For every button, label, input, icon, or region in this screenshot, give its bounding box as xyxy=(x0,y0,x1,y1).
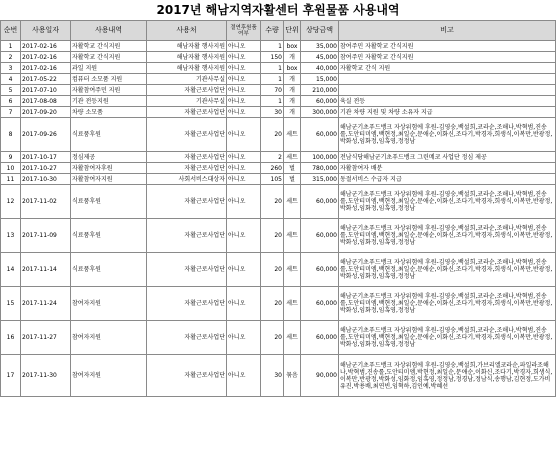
col-header-amount: 상당금액 xyxy=(301,21,339,41)
cell-note xyxy=(339,107,556,118)
cell-link: 아니오 xyxy=(227,321,261,355)
table-row xyxy=(1,163,556,174)
table-row xyxy=(1,219,556,253)
cell-no: 8 xyxy=(1,118,21,152)
cell-place: 자활근로사업단 xyxy=(147,107,227,118)
cell-content: 참여자지원 xyxy=(71,355,147,397)
cell-date: 2017-08-08 xyxy=(21,96,71,107)
cell-unit: 세트 xyxy=(284,118,301,152)
cell-date: 2017-02-16 xyxy=(21,63,71,74)
table-row xyxy=(1,355,556,397)
table-row xyxy=(1,85,556,96)
note-text: 전남식당해남군기초푸드뱅크 그린메코 사업단 정심 제공 xyxy=(340,153,487,161)
cell-link: 아니오 xyxy=(227,118,261,152)
cell-link: 아니오 xyxy=(227,152,261,163)
cell-amount: 60,000 xyxy=(301,96,339,107)
cell-unit: 개 xyxy=(284,52,301,63)
table-row xyxy=(1,287,556,321)
cell-no: 2 xyxy=(1,52,21,63)
col-header-place: 사용처 xyxy=(147,21,227,41)
col-header-unit: 단위 xyxy=(284,21,301,41)
table-row xyxy=(1,118,556,152)
note-text: 해남군기초푸드뱅크 자상위험에 후원-김영숭,백설희,코라순,조해나,박혁범,진송롤,도안티미엠,백현정,최일순,문애순,이화신,조다기,박경자,희생식,이복만,반광정,박화성,임화정,임혹영,정정남 xyxy=(340,191,553,212)
cell-amount: 300,000 xyxy=(301,107,339,118)
cell-note xyxy=(339,163,556,174)
cell-note xyxy=(339,63,556,74)
cell-link: 아니오 xyxy=(227,287,261,321)
cell-qty: 1 xyxy=(261,63,284,74)
cell-content: 자활참여주민 지원 xyxy=(71,85,147,96)
cell-qty: 2 xyxy=(261,152,284,163)
table-row xyxy=(1,174,556,185)
cell-place: 사회서비스대상자 xyxy=(147,174,227,185)
note-text: 해남군기초푸드뱅크 자상위험에 후원-김영숭,백설희,코라순,조해나,박혁범,진송롤,도안티미엠,백현정,최일순,문애순,이화신,조다기,박경자,희생식,이복만,반광정,박화성,임화정,임혹영,정정남 xyxy=(340,293,553,314)
cell-amount: 60,000 xyxy=(301,321,339,355)
cell-date: 2017-11-27 xyxy=(21,321,71,355)
cell-qty: 30 xyxy=(261,107,284,118)
cell-content: 자활참여자지원 xyxy=(71,174,147,185)
cell-qty: 1 xyxy=(261,74,284,85)
note-text: 참여주민 자활학교 간식지원 xyxy=(340,42,414,50)
cell-link: 아니오 xyxy=(227,85,261,96)
cell-date: 2017-10-17 xyxy=(21,152,71,163)
cell-unit: 세트 xyxy=(284,287,301,321)
note-text: 해남군기초푸드뱅크 자상위험에 후원-김영숭,백설희,가브리엘코라순,파일라조해나,박혁범,진송롤,도안티미엠,박현정,최일순,문애순,이화신,조다기,박경자,희생식,이복만,반광정,박화성,임화정,임혹영,정정남,정경남,정남식,송행남,김현정,도가비유진,박용배,최연빈,임혁하,김인예,박혜선 xyxy=(340,361,553,390)
cell-place: 해남자활 행사지원 xyxy=(147,52,227,63)
cell-unit: 개 xyxy=(284,107,301,118)
table-row xyxy=(1,63,556,74)
cell-amount: 100,000 xyxy=(301,152,339,163)
cell-date: 2017-09-20 xyxy=(21,107,71,118)
table-row xyxy=(1,52,556,63)
cell-note xyxy=(339,219,556,253)
cell-link: 아니오 xyxy=(227,41,261,52)
cell-qty: 260 xyxy=(261,163,284,174)
cell-note xyxy=(339,152,556,163)
cell-link: 아니오 xyxy=(227,174,261,185)
cell-link: 아니오 xyxy=(227,74,261,85)
cell-link: 아니오 xyxy=(227,163,261,174)
cell-link: 아니오 xyxy=(227,52,261,63)
cell-amount: 15,000 xyxy=(301,74,339,85)
note-text: 기관 차량 지원 및 차량 소유자 지급 xyxy=(340,108,433,116)
cell-qty: 70 xyxy=(261,85,284,96)
table-row xyxy=(1,253,556,287)
cell-place: 자활근로사업단 xyxy=(147,85,227,96)
cell-amount: 60,000 xyxy=(301,118,339,152)
cell-date: 2017-11-30 xyxy=(21,355,71,397)
note-text: 해남군기초푸드뱅크 자상위험에 후원-김영숭,백설희,코라순,조해나,박혁범,진송롤,도안티미엠,백현정,최일순,문애순,이화신,조다기,박경자,희생식,이복만,반광정,박화성,임화정,임혹영,정정남 xyxy=(340,225,553,246)
cell-unit: 개 xyxy=(284,85,301,96)
col-header-note: 비고 xyxy=(339,21,556,41)
cell-no: 15 xyxy=(1,287,21,321)
cell-content: 정심제공 xyxy=(71,152,147,163)
cell-no: 12 xyxy=(1,185,21,219)
cell-content: 참여자지원 xyxy=(71,321,147,355)
cell-no: 9 xyxy=(1,152,21,163)
cell-unit: 벌 xyxy=(284,163,301,174)
cell-content: 식료품후원 xyxy=(71,219,147,253)
cell-amount: 780,000 xyxy=(301,163,339,174)
cell-place: 기관사무실 xyxy=(147,74,227,85)
cell-amount: 35,000 xyxy=(301,41,339,52)
cell-no: 16 xyxy=(1,321,21,355)
note-text: 해남군기초푸드뱅크 자상위험에 후원-김영숭,백설희,코라순,조해나,박혁범,진송롤,도안티미엠,백현정,최일순,문애순,이화신,조다기,박경자,희생식,이복만,반광정,박화성,임화정,임혹영,정정남 xyxy=(340,327,553,348)
cell-no: 11 xyxy=(1,174,21,185)
cell-place: 기관사무실 xyxy=(147,96,227,107)
cell-link: 아니오 xyxy=(227,96,261,107)
cell-content: 참여자지원 xyxy=(71,287,147,321)
cell-date: 2017-09-26 xyxy=(21,118,71,152)
cell-note xyxy=(339,287,556,321)
cell-note xyxy=(339,96,556,107)
cell-date: 2017-11-02 xyxy=(21,185,71,219)
cell-note xyxy=(339,185,556,219)
cell-qty: 20 xyxy=(261,287,284,321)
cell-qty: 20 xyxy=(261,219,284,253)
cell-unit: 개 xyxy=(284,74,301,85)
cell-place: 자활근로사업단 xyxy=(147,321,227,355)
cell-unit: box xyxy=(284,41,301,52)
page-title: 2017년 해남지역자활센터 후원물품 사용내역 xyxy=(156,3,400,17)
cell-link: 아니오 xyxy=(227,107,261,118)
table-row xyxy=(1,96,556,107)
cell-unit: 세트 xyxy=(284,253,301,287)
cell-note xyxy=(339,355,556,397)
cell-qty: 20 xyxy=(261,321,284,355)
cell-qty: 20 xyxy=(261,253,284,287)
cell-place: 자활근로사업단 xyxy=(147,118,227,152)
cell-no: 17 xyxy=(1,355,21,397)
col-header-content: 사용내역 xyxy=(71,21,147,41)
cell-no: 6 xyxy=(1,96,21,107)
cell-date: 2017-11-14 xyxy=(21,253,71,287)
header-row xyxy=(1,21,556,41)
cell-no: 1 xyxy=(1,41,21,52)
cell-no: 10 xyxy=(1,163,21,174)
note-text: 육실 전등 xyxy=(340,97,366,105)
cell-unit: 세트 xyxy=(284,219,301,253)
usage-table xyxy=(0,20,556,397)
cell-place: 해남자활 행사지원 xyxy=(147,41,227,52)
cell-link: 아니오 xyxy=(227,185,261,219)
cell-place: 자활근로사업단 xyxy=(147,287,227,321)
cell-qty: 30 xyxy=(261,355,284,397)
cell-qty: 1 xyxy=(261,96,284,107)
cell-link: 아니오 xyxy=(227,355,261,397)
cell-note xyxy=(339,74,556,85)
note-text: 자활학교 간식 지원 xyxy=(340,64,391,72)
cell-no: 5 xyxy=(1,85,21,96)
cell-note xyxy=(339,52,556,63)
cell-place: 자활근로사업단 xyxy=(147,253,227,287)
table-row xyxy=(1,107,556,118)
cell-place: 자활근로사업단 xyxy=(147,219,227,253)
cell-note xyxy=(339,118,556,152)
cell-qty: 105 xyxy=(261,174,284,185)
table-row xyxy=(1,152,556,163)
cell-content: 자활학교 간식지원 xyxy=(71,52,147,63)
cell-content: 컴퓨터 소모품 지원 xyxy=(71,74,147,85)
cell-place: 자활근로사업단 xyxy=(147,185,227,219)
cell-amount: 60,000 xyxy=(301,219,339,253)
cell-content: 과일 지원 xyxy=(71,63,147,74)
col-header-no: 순번 xyxy=(1,21,21,41)
cell-link: 아니오 xyxy=(227,219,261,253)
table-row xyxy=(1,185,556,219)
cell-place: 자활근로사업단 xyxy=(147,355,227,397)
cell-date: 2017-02-16 xyxy=(21,41,71,52)
cell-no: 13 xyxy=(1,219,21,253)
cell-note xyxy=(339,321,556,355)
col-header-link: 결연후원품 여부 xyxy=(227,21,261,41)
cell-qty: 20 xyxy=(261,118,284,152)
cell-link: 아니오 xyxy=(227,63,261,74)
cell-amount: 315,000 xyxy=(301,174,339,185)
cell-note xyxy=(339,174,556,185)
cell-unit: 묶음 xyxy=(284,355,301,397)
cell-qty: 150 xyxy=(261,52,284,63)
cell-unit: 세트 xyxy=(284,185,301,219)
cell-date: 2017-10-30 xyxy=(21,174,71,185)
cell-content: 자활참여자후원 xyxy=(71,163,147,174)
cell-amount: 90,000 xyxy=(301,355,339,397)
cell-note xyxy=(339,41,556,52)
cell-unit: 개 xyxy=(284,96,301,107)
cell-no: 3 xyxy=(1,63,21,74)
note-text: 해남군기초푸드뱅크 자상위험에 후원-김영숭,백설희,코라순,조해나,박혁범,진송롤,도안티미엠,백현정,최일순,문애순,이화신,조다기,박경자,희생식,이복만,반광정,박화성,임화정,임혹영,정정남 xyxy=(340,259,553,280)
cell-content: 식료품후원 xyxy=(71,253,147,287)
cell-date: 2017-10-27 xyxy=(21,163,71,174)
note-text: 자활참여자 배분 xyxy=(340,164,383,172)
cell-amount: 60,000 xyxy=(301,253,339,287)
cell-unit: box xyxy=(284,63,301,74)
cell-no: 7 xyxy=(1,107,21,118)
cell-place: 해남자활 행사지원 xyxy=(147,63,227,74)
cell-link: 아니오 xyxy=(227,253,261,287)
cell-content: 차량 소모품 xyxy=(71,107,147,118)
cell-amount: 210,000 xyxy=(301,85,339,96)
cell-qty: 1 xyxy=(261,41,284,52)
note-text: 동절서비스 수급자 지급 xyxy=(340,175,402,183)
cell-date: 2017-05-22 xyxy=(21,74,71,85)
cell-date: 2017-07-10 xyxy=(21,85,71,96)
cell-unit: 벌 xyxy=(284,174,301,185)
cell-qty: 20 xyxy=(261,185,284,219)
cell-date: 2017-02-16 xyxy=(21,52,71,63)
cell-amount: 60,000 xyxy=(301,287,339,321)
cell-content: 식료품후원 xyxy=(71,118,147,152)
cell-content: 식료품후원 xyxy=(71,185,147,219)
col-header-qty: 수량 xyxy=(261,21,284,41)
cell-no: 4 xyxy=(1,74,21,85)
table-row xyxy=(1,321,556,355)
cell-unit: 세트 xyxy=(284,152,301,163)
cell-date: 2017-11-24 xyxy=(21,287,71,321)
cell-note xyxy=(339,253,556,287)
col-header-date: 사용일자 xyxy=(21,21,71,41)
cell-amount: 60,000 xyxy=(301,185,339,219)
cell-date: 2017-11-09 xyxy=(21,219,71,253)
cell-note xyxy=(339,85,556,96)
note-text: 해남군기초푸드뱅크 자상위험에 후원-김영숭,백설희,코라순,조해나,박혁범,진송롤,도안티미엠,백현정,최일순,문애순,이화신,조다기,박경자,희생식,이복만,반광정,박화성,임화정,임혹영,정정남 xyxy=(340,124,553,145)
cell-content: 기관 전등지원 xyxy=(71,96,147,107)
cell-no: 14 xyxy=(1,253,21,287)
cell-unit: 세트 xyxy=(284,321,301,355)
cell-place: 자활근로사업단 xyxy=(147,152,227,163)
cell-amount: 45,000 xyxy=(301,52,339,63)
table-row xyxy=(1,41,556,52)
cell-content: 자활학교 간식지원 xyxy=(71,41,147,52)
note-text: 참여주민 자활학교 간식지원 xyxy=(340,53,414,61)
cell-amount: 40,000 xyxy=(301,63,339,74)
table-row xyxy=(1,74,556,85)
cell-place: 자활근로사업단 xyxy=(147,163,227,174)
